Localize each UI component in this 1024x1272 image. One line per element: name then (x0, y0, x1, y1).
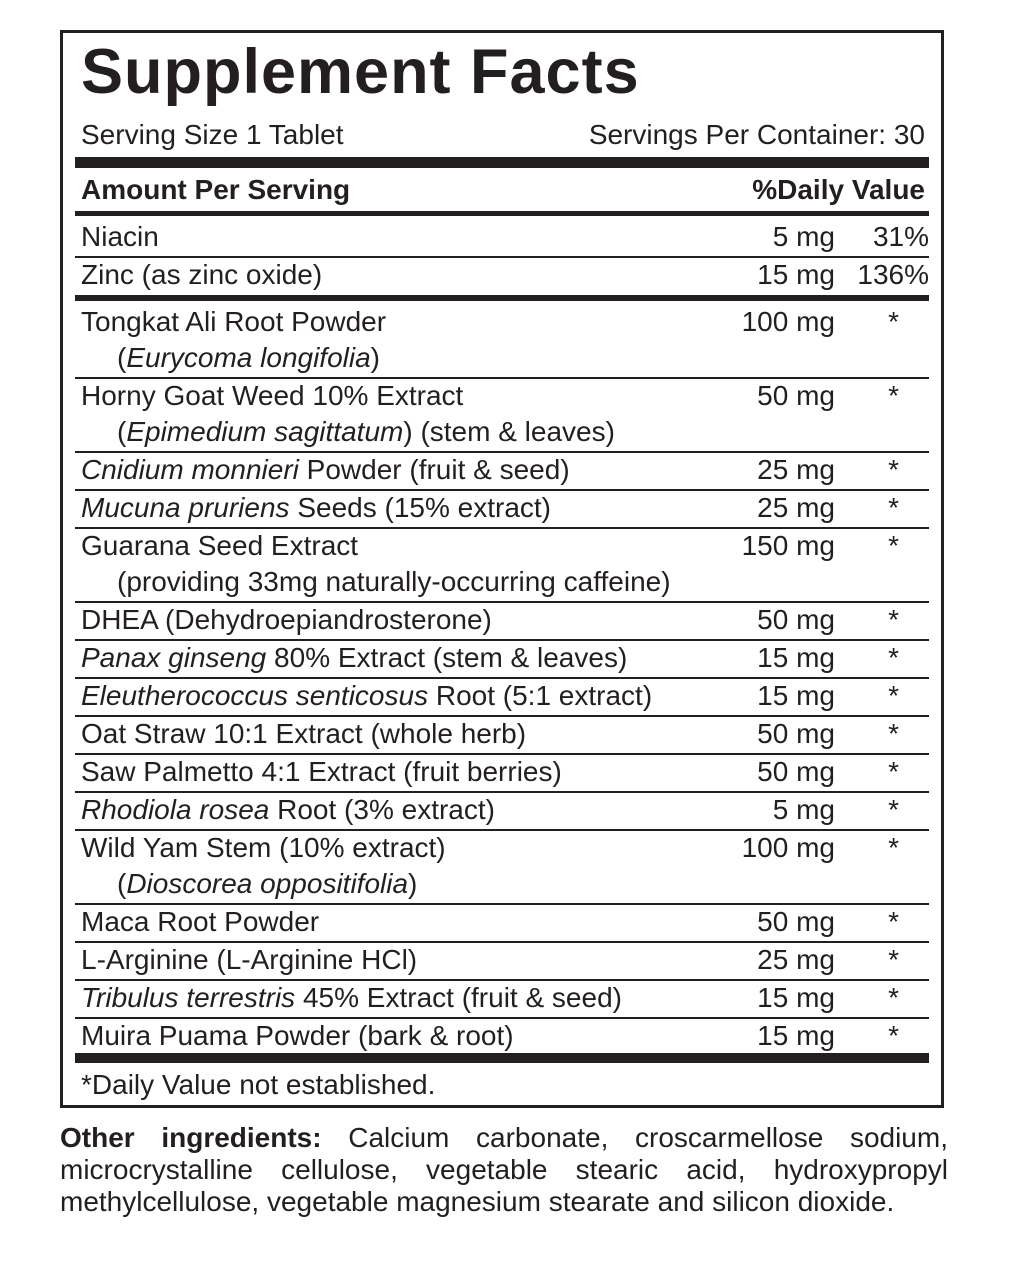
nutrient-name: Niacin (81, 221, 159, 252)
footnote: *Daily Value not established. (81, 1069, 436, 1100)
thick-divider-top (75, 157, 929, 168)
servings-per-container: Servings Per Container: 30 (588, 119, 925, 150)
daily-value-asterisk: * (888, 680, 899, 711)
ingredient-name (81, 490, 551, 526)
other-ingredients (60, 1122, 948, 1218)
ingredient-name (81, 378, 463, 414)
subline-italic: Epimedium sagittatum (126, 416, 404, 447)
daily-value-asterisk: * (888, 380, 899, 411)
amount-header (81, 173, 925, 207)
ingredient-name (81, 528, 358, 564)
ingredient-amount: 50 mg (757, 718, 835, 749)
daily-value-label: %Daily Value (752, 174, 925, 205)
ingredient-amount: 15 mg (757, 982, 835, 1013)
ingredient-name (81, 716, 526, 752)
ingredient-name (81, 602, 492, 638)
ingredient-name-text: Muira Puama Powder (bark & root) (81, 1020, 514, 1051)
ingredient-name (81, 792, 495, 828)
daily-value-asterisk: * (888, 306, 899, 337)
ingredient-amount: 25 mg (757, 454, 835, 485)
panel-title: Supplement Facts (81, 37, 640, 107)
ingredient-amount: 50 mg (757, 756, 835, 787)
ingredient-subline (117, 866, 417, 902)
daily-value-asterisk: * (888, 944, 899, 975)
ingredient-name-text: Saw Palmetto 4:1 Extract (fruit berries) (81, 756, 562, 787)
daily-value-asterisk: * (888, 794, 899, 825)
ingredient-amount: 25 mg (757, 492, 835, 523)
ingredient-amount: 25 mg (757, 944, 835, 975)
ingredient-name (81, 640, 627, 676)
ingredient-name (81, 1018, 514, 1054)
daily-value-asterisk: * (888, 718, 899, 749)
daily-value-asterisk: * (888, 454, 899, 485)
daily-value-asterisk: * (888, 604, 899, 635)
ingredient-subline (117, 340, 380, 376)
ingredient-amount: 100 mg (741, 832, 835, 863)
ingredient-name-text: 80% Extract (stem & leaves) (266, 642, 628, 673)
ingredient-name-text: Guarana Seed Extract (81, 530, 359, 561)
daily-value-asterisk: * (888, 1020, 899, 1051)
ingredient-name-text: Horny Goat Weed 10% Extract (81, 380, 464, 411)
ingredient-subline (117, 414, 615, 450)
ingredient-name-italic: Panax ginseng (81, 642, 267, 673)
ingredient-name-text: Maca Root Powder (81, 906, 320, 937)
ingredient-amount: 150 mg (741, 530, 835, 561)
ingredient-name (81, 830, 446, 866)
subline-text: ) (370, 342, 380, 373)
ingredient-name (81, 980, 622, 1016)
daily-value-asterisk: * (888, 492, 899, 523)
ingredient-amount: 5 mg (772, 794, 835, 825)
ingredient-name (81, 678, 652, 714)
thick-divider-bottom (75, 1053, 929, 1063)
amount-per-serving-label: Amount Per Serving (81, 174, 351, 205)
subline-text: ( (117, 342, 127, 373)
ingredient-name-text: Tongkat Ali Root Powder (81, 306, 387, 337)
ingredient-name-text: Oat Straw 10:1 Extract (whole herb) (81, 718, 527, 749)
ingredient-amount: 50 mg (757, 380, 835, 411)
daily-value-asterisk: * (888, 982, 899, 1013)
daily-value-asterisk: * (888, 642, 899, 673)
ingredient-name-italic: Eleutherococcus senticosus (81, 680, 429, 711)
ingredient-name-text: Root (3% extract) (269, 794, 495, 825)
ingredient-amount: 50 mg (757, 906, 835, 937)
ingredient-amount: 15 mg (757, 642, 835, 673)
ingredient-name-italic: Tribulus terrestris (81, 982, 296, 1013)
ingredient-name (81, 942, 417, 978)
subline-text: ( (117, 416, 127, 447)
ingredient-amount: 50 mg (757, 604, 835, 635)
ingredient-name (81, 452, 570, 488)
ingredient-name-italic: Rhodiola rosea (81, 794, 270, 825)
ingredient-name (81, 904, 319, 940)
subline-italic: Eurycoma longifolia (126, 342, 371, 373)
serving-info (81, 119, 925, 151)
ingredient-name-italic: Mucuna pruriens (81, 492, 290, 523)
ingredient-amount: 15 mg (757, 1020, 835, 1051)
vitamin-section-divider (75, 295, 929, 301)
ingredient-name (81, 304, 386, 340)
subline-text: ( (117, 868, 127, 899)
ingredient-name-text: Seeds (15% extract) (289, 492, 552, 523)
other-ingredients-text: Calcium carbonate, croscarmellose sodium, microcrystalline cellulose, vegetable stearic acid, hydroxypropyl methylcellulose, vegetable magnesium stearate and silicon dioxide. (60, 1122, 948, 1217)
nutrient-amount: 5 mg (772, 221, 835, 252)
medium-divider (75, 211, 929, 216)
daily-value-asterisk: * (888, 832, 899, 863)
ingredient-name-text: L-Arginine (L-Arginine HCl) (81, 944, 418, 975)
subline-text: ) (stem & leaves) (403, 416, 615, 447)
subline-text: ) (408, 868, 418, 899)
ingredient-subline (117, 564, 671, 600)
ingredient-name-text: Wild Yam Stem (10% extract) (81, 832, 446, 863)
ingredient-name-text: Powder (fruit & seed) (298, 454, 570, 485)
ingredient-name-text: DHEA (Dehydroepiandrosterone) (81, 604, 492, 635)
daily-value-percent: 136% (857, 259, 929, 290)
nutrient-amount: 15 mg (757, 259, 835, 290)
ingredient-name-text: Root (5:1 extract) (428, 680, 653, 711)
ingredient-name-italic: Cnidium monnieri (81, 454, 299, 485)
subline-italic: Dioscorea oppositifolia (126, 868, 409, 899)
supplement-facts-panel (60, 30, 944, 1108)
ingredient-amount: 100 mg (741, 306, 835, 337)
daily-value-asterisk: * (888, 906, 899, 937)
ingredient-name (81, 754, 562, 790)
other-ingredients-label: Other ingredients: (60, 1122, 322, 1153)
daily-value-asterisk: * (888, 756, 899, 787)
nutrient-name: Zinc (as zinc oxide) (81, 259, 323, 290)
daily-value-asterisk: * (888, 530, 899, 561)
ingredient-amount: 15 mg (757, 680, 835, 711)
serving-size: Serving Size 1 Tablet (81, 119, 344, 150)
ingredient-name-text: 45% Extract (fruit & seed) (295, 982, 622, 1013)
subline-text: (providing 33mg naturally-occurring caffeine) (117, 566, 671, 597)
daily-value-percent: 31% (872, 221, 929, 252)
